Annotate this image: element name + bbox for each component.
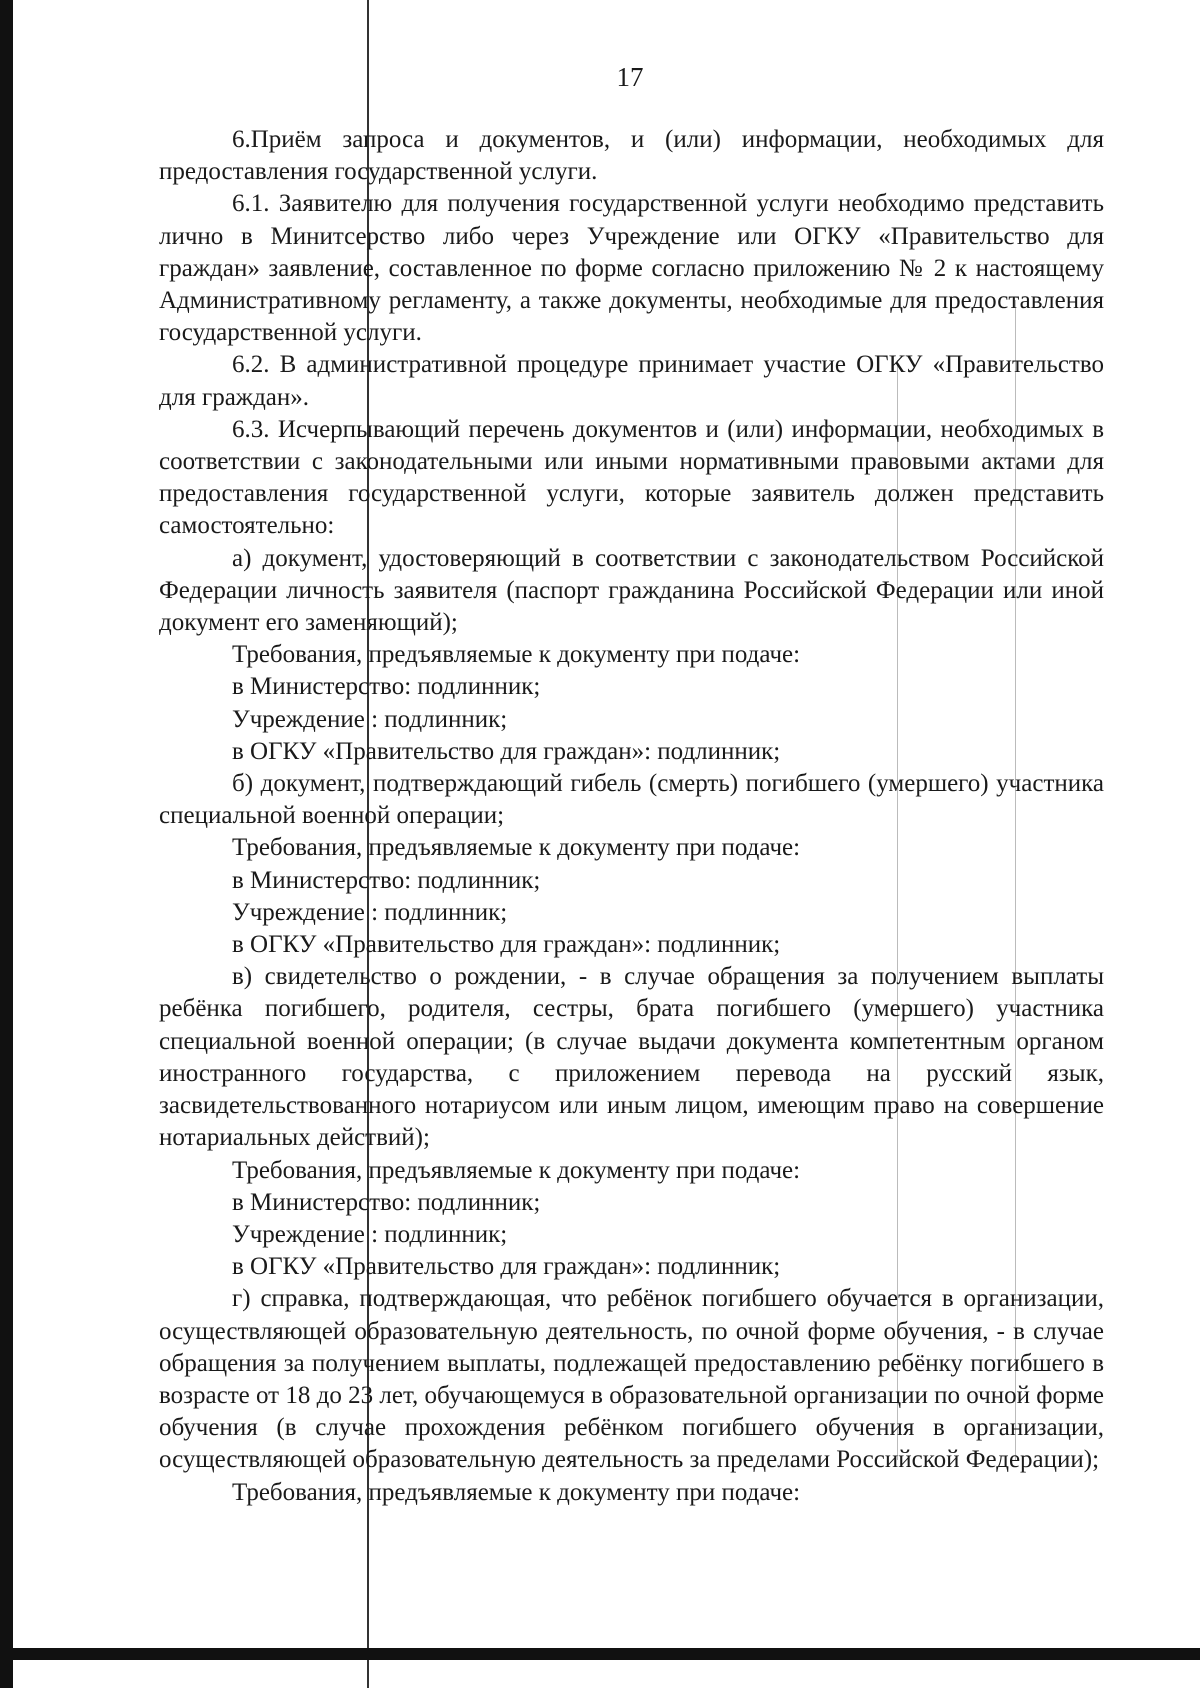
item-b: б) документ, подтверждающий гибель (смерть) погибшего (умершего) участника специальной военной операции; <box>159 770 1104 830</box>
requirement-ministry: в Министерство: подлинник; <box>232 673 541 701</box>
requirement-ministry: в Министерство: подлинник; <box>232 866 541 894</box>
paragraph-6-1: 6.1. Заявителю для получения государственной услуги необходимо представить лично в Минитсерство либо через Учреждение или ОГКУ «Правительство для граждан» заявление, составленное по форме согласно приложению № 2 к настоящему Административному регламенту, а также документы, необходимые для предоставления государственной услуги. <box>159 190 1104 347</box>
requirements-heading: Требования, предъявляемые к документу при подаче: <box>232 641 801 669</box>
requirement-ministry: в Министерство: подлинник; <box>232 1188 541 1216</box>
item-v: в) свидетельство о рождении, - в случае обращения за получением выплаты ребёнка погибшего, родителя, сестры, брата погибшего (умершего) участника специальной военной операции; (в случае выдачи документа компетентным органом иностранного государства, с приложением перевода на русский язык, засвидетельствованного нотариусом или иным лицом, имеющим право на совершение нотариальных действий); <box>159 963 1104 1152</box>
requirement-institution: Учреждение : подлинник; <box>232 705 508 733</box>
document-body <box>159 124 1104 1509</box>
paragraph-6-3: 6.3. Исчерпывающий перечень документов и (или) информации, необходимых в соответствии с законодательными или иными нормативными правовыми актами для предоставления государственной услуги, которые заявитель должен представить самостоятельно: <box>159 415 1104 540</box>
page-number: 17 <box>616 62 644 92</box>
requirements-heading: Требования, предъявляемые к документу при подаче: <box>232 1156 801 1184</box>
item-g: г) справка, подтверждающая, что ребёнок погибшего обучается в организации, осуществляющей образовательную деятельность, по очной форме обучения, - в случае обращения за получением выплаты, подлежащей предоставлению ребёнку погибшего в возрасте от 18 до 23 лет, обучающемуся в образовательной организации по очной форме обучения (в случае прохождения ребёнком погибшего обучения в организации, осуществляющей образовательную деятельность за пределами Российской Федерации); <box>159 1285 1104 1474</box>
requirement-institution: Учреждение : подлинник; <box>232 1220 508 1248</box>
scan-left-edge <box>0 0 13 1688</box>
item-a: а) документ, удостоверяющий в соответствии с законодательством Российской Федерации личность заявителя (паспорт гражданина Российской Федерации или иной документ его заменяющий); <box>159 544 1104 637</box>
paragraph-6: 6.Приём запроса и документов, и (или) информации, необходимых для предоставления государственной услуги. <box>159 126 1104 186</box>
requirement-institution: Учреждение : подлинник; <box>232 898 508 926</box>
requirement-ogku: в ОГКУ «Правительство для граждан»: подлинник; <box>232 737 781 765</box>
requirement-ogku: в ОГКУ «Правительство для граждан»: подлинник; <box>232 931 781 959</box>
requirements-heading: Требования, предъявляемые к документу при подаче: <box>232 1478 801 1506</box>
paragraph-6-2: 6.2. В административной процедуре принимает участие ОГКУ «Правительство для граждан». <box>159 351 1104 411</box>
scan-bottom-band <box>0 1648 1200 1660</box>
requirements-heading: Требования, предъявляемые к документу при подаче: <box>232 834 801 862</box>
requirement-ogku: в ОГКУ «Правительство для граждан»: подлинник; <box>232 1253 781 1281</box>
